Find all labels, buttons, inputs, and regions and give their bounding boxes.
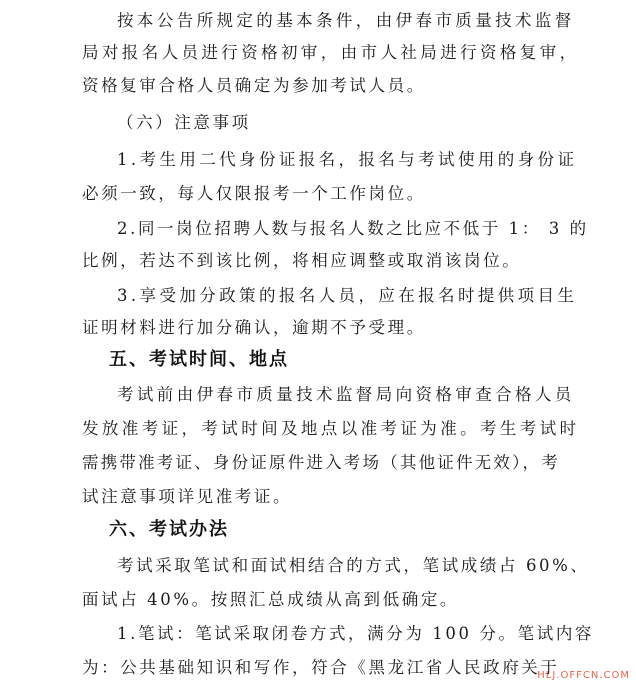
text-line: 1.考生用二代身份证报名，报名与考试使用的身份证 xyxy=(117,150,578,169)
text-line: 需携带准考证、身份证原件进入考场（其他证件无效），考 xyxy=(82,453,560,472)
text-line: 资格复审合格人员确定为参加考试人员。 xyxy=(82,76,426,95)
text-line: 证明材料进行加分确认，逾期不予受理。 xyxy=(82,318,426,337)
text-line: 必须一致，每人仅限报考一个工作岗位。 xyxy=(82,184,426,203)
text-line: 按本公告所规定的基本条件，由伊春市质量技术监督 xyxy=(117,11,575,30)
text-line: 1.笔试：笔试采取闭卷方式，满分为 100 分。笔试内容 xyxy=(117,624,595,643)
sub-heading: （六）注意事项 xyxy=(117,113,251,132)
text-line: 试注意事项详见准考证。 xyxy=(82,487,293,506)
watermark: HLJ.OFFCN.COM xyxy=(537,670,630,681)
section-heading: 六、考试办法 xyxy=(109,519,229,540)
text-line: 比例，若达不到该比例，将相应调整或取消该岗位。 xyxy=(82,251,522,270)
text-line: 3.享受加分政策的报名人员，应在报名时提供项目生 xyxy=(117,286,578,305)
text-line: 考试前由伊春市质量技术监督局向资格审查合格人员 xyxy=(117,385,575,404)
text-line: 发放准考证，考试时间及地点以准考证为准。考生考试时 xyxy=(82,419,580,438)
section-heading: 五、考试时间、地点 xyxy=(109,349,289,370)
text-line: 面试占 40%。按照汇总成绩从高到低确定。 xyxy=(82,590,460,609)
text-line: 为：公共基础知识和写作，符合《黑龙江省人民政府关于 xyxy=(82,658,560,677)
text-line: 考试采取笔试和面试相结合的方式，笔试成绩占 60%、 xyxy=(117,556,590,575)
text-line: 2.同一岗位招聘人数与报名人数之比应不低于 1： 3 的 xyxy=(117,219,589,238)
text-line: 局对报名人员进行资格初审，由市人社局进行资格复审， xyxy=(82,43,580,62)
